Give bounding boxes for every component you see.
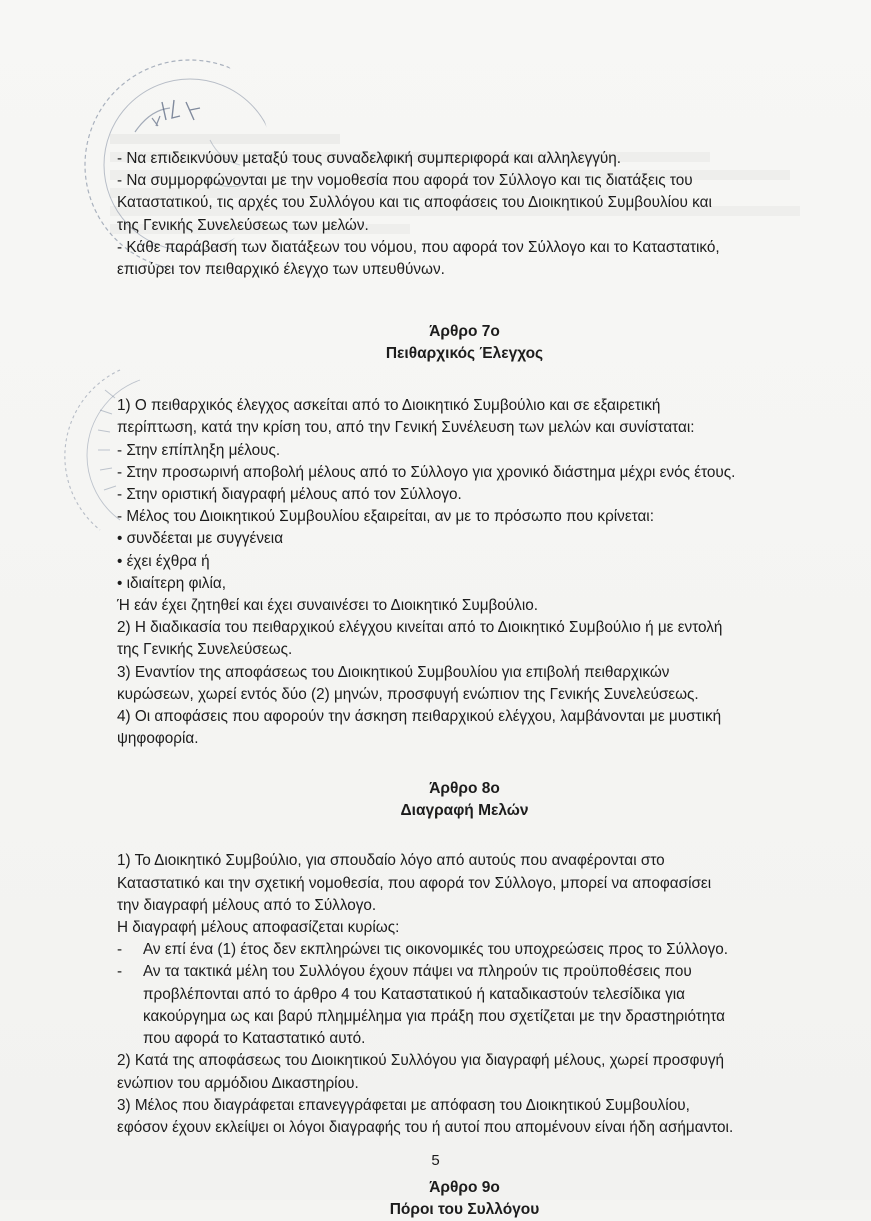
text-line: ενώπιον του αρμόδιου Δικαστηρίου. <box>117 1074 359 1092</box>
dash-marker: - <box>117 941 123 959</box>
text-line: Η διαγραφή μέλους αποφασίζεται κυρίως: <box>117 919 400 937</box>
article-title: Διαγραφή Μελών <box>400 802 529 820</box>
article-7 <box>117 321 812 750</box>
text-line: - Στην προσωρινή αποβολή μέλους από το Σύλλογο για χρονικό διάστημα μέχρι ενός έτους. <box>117 463 736 481</box>
text-line: Ή εάν έχει ζητηθεί και έχει συναινέσει το Διοικητικό Συμβούλιο. <box>117 597 538 615</box>
text-line: - Να συμμορφώνονται με την νομοθεσία που αφορά τον Σύλλογο και τις διατάξεις του <box>117 172 693 190</box>
article-9 <box>117 1177 812 1221</box>
text-line: ψηφοφορία. <box>117 730 199 748</box>
text-line: την διαγραφή μέλους από το Σύλλογο. <box>117 896 377 914</box>
text-line: - Να επιδεικνύουν μεταξύ τους συναδελφική συμπεριφορά και αλληλεγγύη. <box>117 150 622 167</box>
text-line: περίπτωση, κατά την κρίση του, από την Γενική Συνέλευση των μελών και συνίσταται: <box>117 419 695 437</box>
list-item-text <box>143 961 812 1050</box>
text-line: που αφορά το Καταστατικό αυτό. <box>143 1030 366 1048</box>
text-line: 2) Η διαδικασία του πειθαρχικού ελέγχου κινείται από το Διοικητικό Συμβούλιο ή με εντολή <box>117 619 723 637</box>
text-line: 4) Οι αποφάσεις που αφορούν την άσκηση πειθαρχικού ελέγχου, λαμβάνονται με μυστική <box>117 708 722 726</box>
text-line: 1) Το Διοικητικό Συμβούλιο, για σπουδαίο λόγο από αυτούς που αναφέρονται στο <box>117 852 665 870</box>
text-line: προβλέπονται από το άρθρο 4 του Καταστατικού ή καταδικαστούν τελεσίδικα για <box>143 985 685 1003</box>
text-line: Καταστατικό και την σχετική νομοθεσία, που αφορά τον Σύλλογο, μπορεί να αποφασίσει <box>117 874 712 892</box>
text-line: κακούργημα ως και βαρύ πλημμέλημα για πράξη που σχετίζεται με την δραστηριότητα <box>143 1007 726 1025</box>
text-line: Αν τα τακτικά μέλη του Συλλόγου έχουν πάψει να πληρούν τις προϋποθέσεις που <box>143 963 692 981</box>
text-line: κυρώσεων, χωρεί εντός δύο (2) μηνών, προσφυγή ενώπιον της Γενικής Συνελεύσεως. <box>117 685 699 703</box>
text-line: της Γενικής Συνελεύσεως. <box>117 641 293 659</box>
article-number: Άρθρο 9ο <box>429 1179 500 1197</box>
text-line: εφόσον έχουν εκλείψει οι λόγοι διαγραφής του ή αυτοί που απομένουν είναι ήδη ασήμαντοι. <box>117 1118 734 1136</box>
article-number: Άρθρο 7ο <box>429 323 500 341</box>
text-line: 3) Μέλος που διαγράφεται επανεγγράφεται με απόφαση του Διοικητικού Συμβουλίου, <box>117 1096 690 1114</box>
text-line: - Κάθε παράβαση των διατάξεων του νόμου, που αφορά τον Σύλλογο και το Καταστατικό, <box>117 238 720 256</box>
dash-marker: - <box>117 963 123 981</box>
text-line: επισύρει τον πειθαρχικό έλεγχο των υπευθύνων. <box>117 261 445 279</box>
article-number: Άρθρο 8ο <box>429 780 500 798</box>
text-line: 2) Κατά της αποφάσεως του Διοικητικού Συλλόγου για διαγραφή μέλους, χωρεί προσφυγή <box>117 1052 724 1070</box>
bullet-item: • έχει έχθρα ή <box>117 552 210 570</box>
article-title: Πόροι του Συλλόγου <box>389 1201 540 1219</box>
text-line: Καταστατικού, τις αρχές του Συλλόγου και τις αποφάσεις του Διοικητικού Συμβουλίου και <box>117 194 712 212</box>
bullet-item: • ιδιαίτερη φιλία, <box>117 574 226 592</box>
list-item <box>117 939 812 961</box>
text-line: της Γενικής Συνελεύσεως των μελών. <box>117 216 369 234</box>
list-item <box>117 961 812 1050</box>
bullet-item: • συνδέεται με συγγένεια <box>117 530 284 548</box>
page-number: 5 <box>431 1152 440 1169</box>
text-line: - Μέλος του Διοικητικού Συμβουλίου εξαιρείται, αν με το πρόσωπο που κρίνεται: <box>117 508 654 526</box>
document-body <box>117 148 812 1221</box>
article-6-tail <box>117 148 812 281</box>
article-title: Πειθαρχικός Έλεγχος <box>385 345 544 363</box>
text-line: - Στην οριστική διαγραφή μέλους από τον Σύλλογο. <box>117 486 462 504</box>
article-8 <box>117 778 812 1139</box>
text-line: 1) Ο πειθαρχικός έλεγχος ασκείται από το Διοικητικό Συμβούλιο και σε εξαιρετική <box>117 397 661 415</box>
text-line: - Στην επίπληξη μέλους. <box>117 441 281 459</box>
list-item-text: Αν επί ένα (1) έτος δεν εκπληρώνει τις οικονομικές του υποχρεώσεις προς το Σύλλογο. <box>143 941 728 959</box>
text-line: 3) Εναντίον της αποφάσεως του Διοικητικού Συμβουλίου για επιβολή πειθαρχικών <box>117 663 670 681</box>
